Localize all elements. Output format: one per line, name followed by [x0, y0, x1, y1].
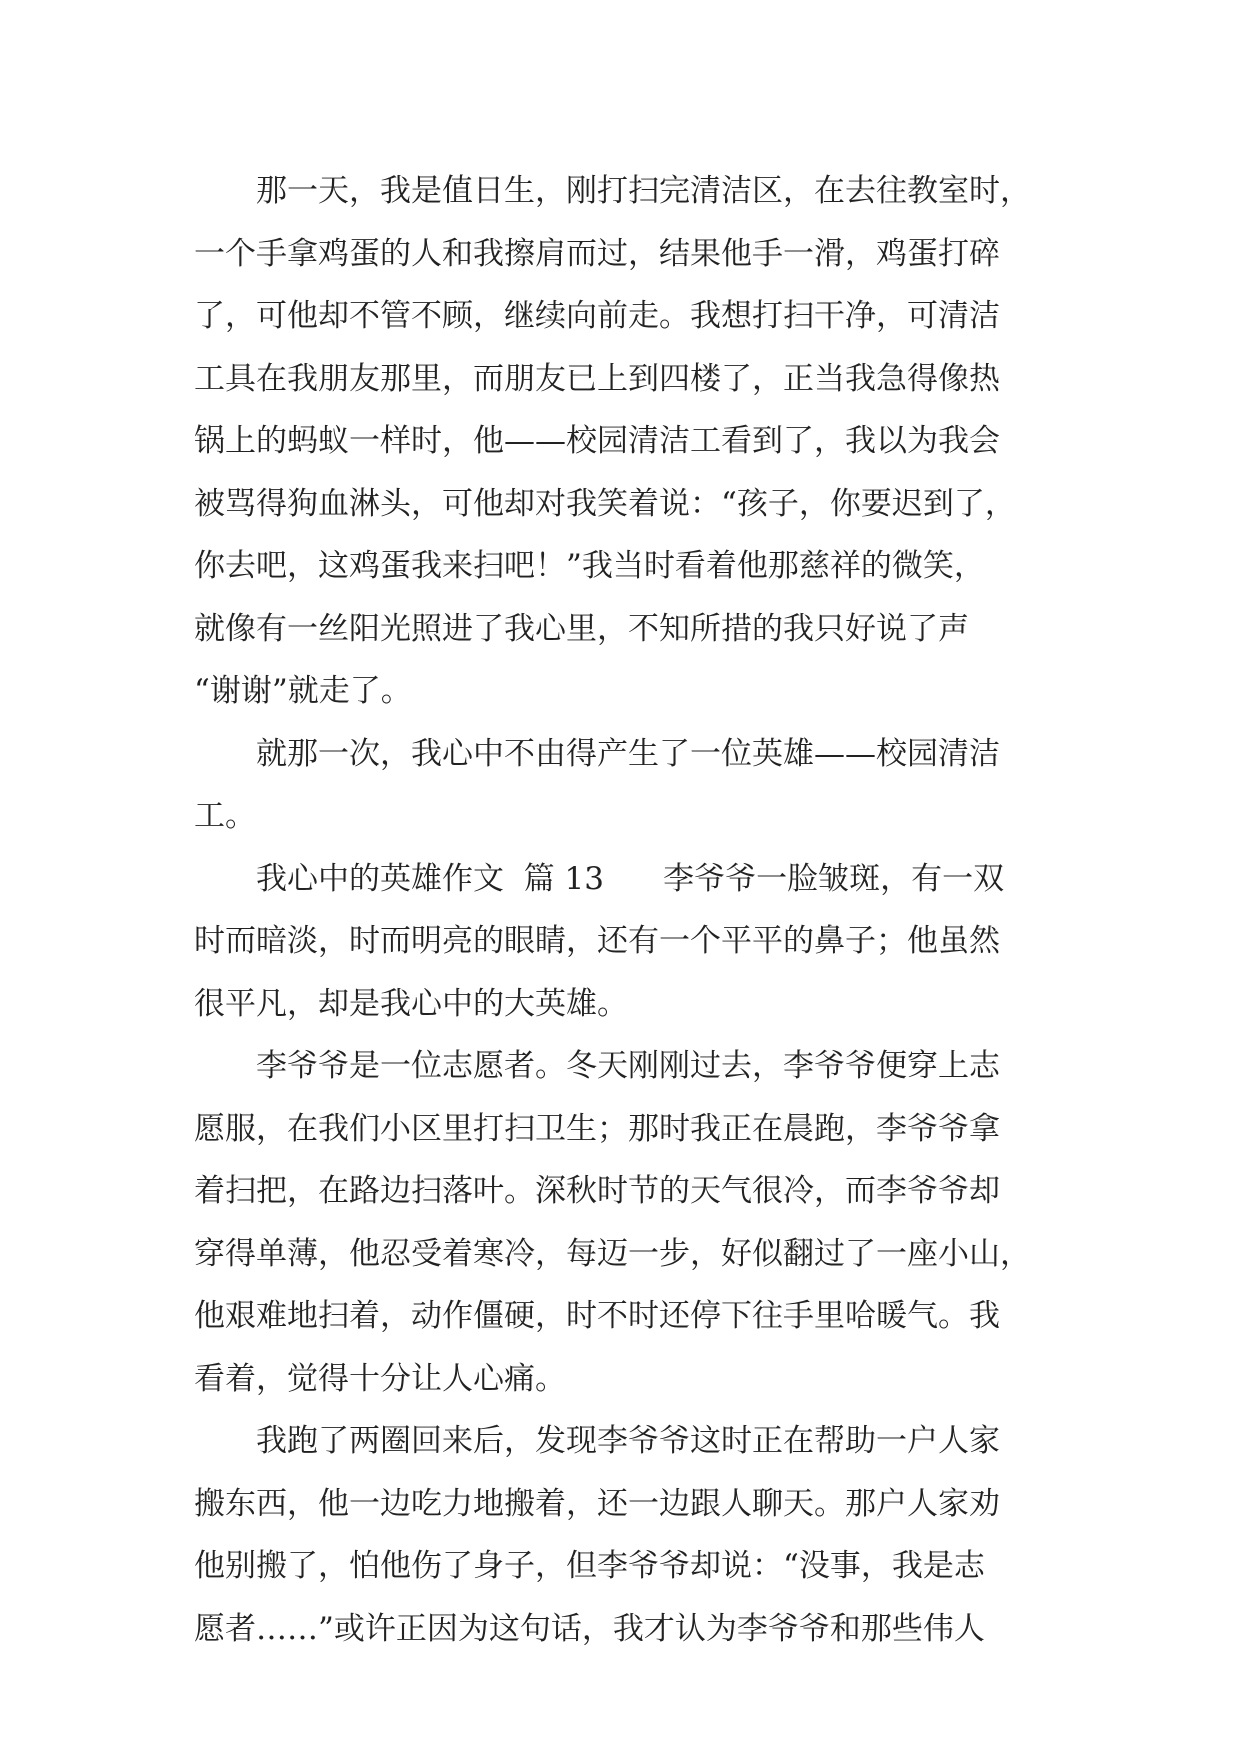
- text-line: 就那一次，我心中不由得产生了一位英雄——校园清洁: [256, 735, 1000, 772]
- text-line: 着扫把，在路边扫落叶。深秋时节的天气很冷，而李爷爷却: [194, 1173, 1000, 1209]
- text-line: 那一天，我是值日生，刚打扫完清洁区，在去往教室时，: [256, 173, 1031, 209]
- text-line: 你去吧，这鸡蛋我来扫吧！”我当时看着他那慈祥的微笑，: [194, 548, 985, 584]
- text-line: 时而暗淡，时而明亮的眼睛，还有一个平平的鼻子；他虽然: [194, 923, 1000, 959]
- text-line: 他别搬了，怕他伤了身子，但李爷爷却说：“没事，我是志: [194, 1548, 985, 1584]
- text-line: 我跑了两圈回来后，发现李爷爷这时正在帮助一户人家: [256, 1423, 1000, 1459]
- text-line: 穿得单薄，他忍受着寒冷，每迈一步，好似翻过了一座小山，: [194, 1235, 1031, 1272]
- text-line: 我心中的英雄作文 篇 13 李爷爷一脸皱斑，有一双: [256, 860, 1005, 897]
- text-line: 愿者……”或许正因为这句话，我才认为李爷爷和那些伟人: [194, 1610, 985, 1647]
- essay-body: [194, 160, 1074, 1660]
- text-line: 搬东西，他一边吃力地搬着，还一边跟人聊天。那户人家劝: [194, 1485, 1000, 1522]
- text-line: 看着，觉得十分让人心痛。: [194, 1360, 566, 1397]
- text-line: “谢谢”就走了。: [194, 673, 412, 709]
- text-line: 被骂得狗血淋头，可他却对我笑着说：“孩子，你要迟到了，: [194, 485, 1016, 522]
- text-line: 工具在我朋友那里，而朋友已上到四楼了，正当我急得像热: [194, 360, 1000, 397]
- text-line: 很平凡，却是我心中的大英雄。: [194, 985, 628, 1022]
- text-line: 了，可他却不管不顾，继续向前走。我想打扫干净，可清洁: [194, 298, 1000, 334]
- text-line: 愿服，在我们小区里打扫卫生；那时我正在晨跑，李爷爷拿: [194, 1110, 1000, 1147]
- text-line: 李爷爷是一位志愿者。冬天刚刚过去，李爷爷便穿上志: [256, 1048, 1000, 1084]
- text-line: 就像有一丝阳光照进了我心里，不知所措的我只好说了声: [194, 610, 969, 647]
- text-line: 一个手拿鸡蛋的人和我擦肩而过，结果他手一滑，鸡蛋打碎: [194, 235, 1000, 272]
- text-line: 他艰难地扫着，动作僵硬，时不时还停下往手里哈暖气。我: [194, 1298, 1000, 1334]
- text-line: 工。: [194, 798, 256, 834]
- text-line: 锅上的蚂蚁一样时，他——校园清洁工看到了，我以为我会: [194, 423, 1000, 459]
